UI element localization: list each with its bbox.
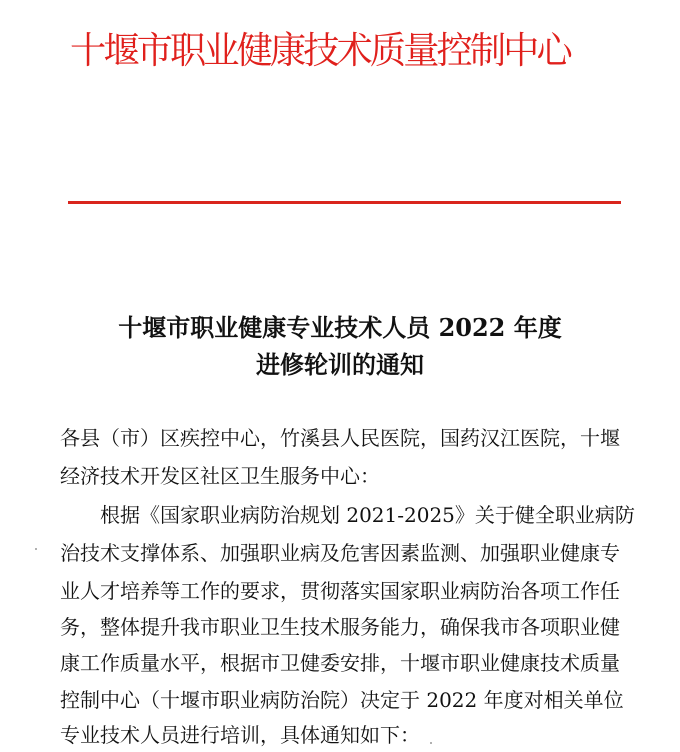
- salutation-line-1: 各县（市）区疾控中心，竹溪县人民医院，国药汉江医院，十堰: [60, 426, 620, 450]
- paragraph-line-1: 根据《国家职业病防治规划 2021-2025》关于健全职业病防: [100, 503, 635, 527]
- scan-speck: [430, 742, 432, 744]
- salutation-line-2: 经济技术开发区社区卫生服务中心：: [60, 464, 380, 488]
- paragraph-line-7: 专业技术人员进行培训，具体通知如下：: [60, 723, 420, 747]
- paragraph-line-6: 控制中心（十堰市职业病防治院）决定于 2022 年度对相关单位: [60, 688, 624, 712]
- document-title-line-2: 进修轮训的通知: [256, 350, 424, 379]
- letterhead-red-rule: [68, 201, 621, 204]
- paragraph-line-2: 治技术支撑体系、加强职业病及危害因素监测、加强职业健康专: [60, 541, 620, 565]
- scan-speck: [35, 548, 37, 550]
- paragraph-line-4: 务，整体提升我市职业卫生技术服务能力，确保我市各项职业健: [60, 615, 620, 639]
- letterhead-org-name: 十堰市职业健康技术质量控制中心: [70, 29, 570, 72]
- paragraph-line-5: 康工作质量水平，根据市卫健委安排，十堰市职业健康技术质量: [60, 651, 620, 675]
- paragraph-line-3: 业人才培养等工作的要求，贯彻落实国家职业病防治各项工作任: [60, 579, 620, 603]
- document-title-line-1: 十堰市职业健康专业技术人员 2022 年度: [118, 313, 562, 342]
